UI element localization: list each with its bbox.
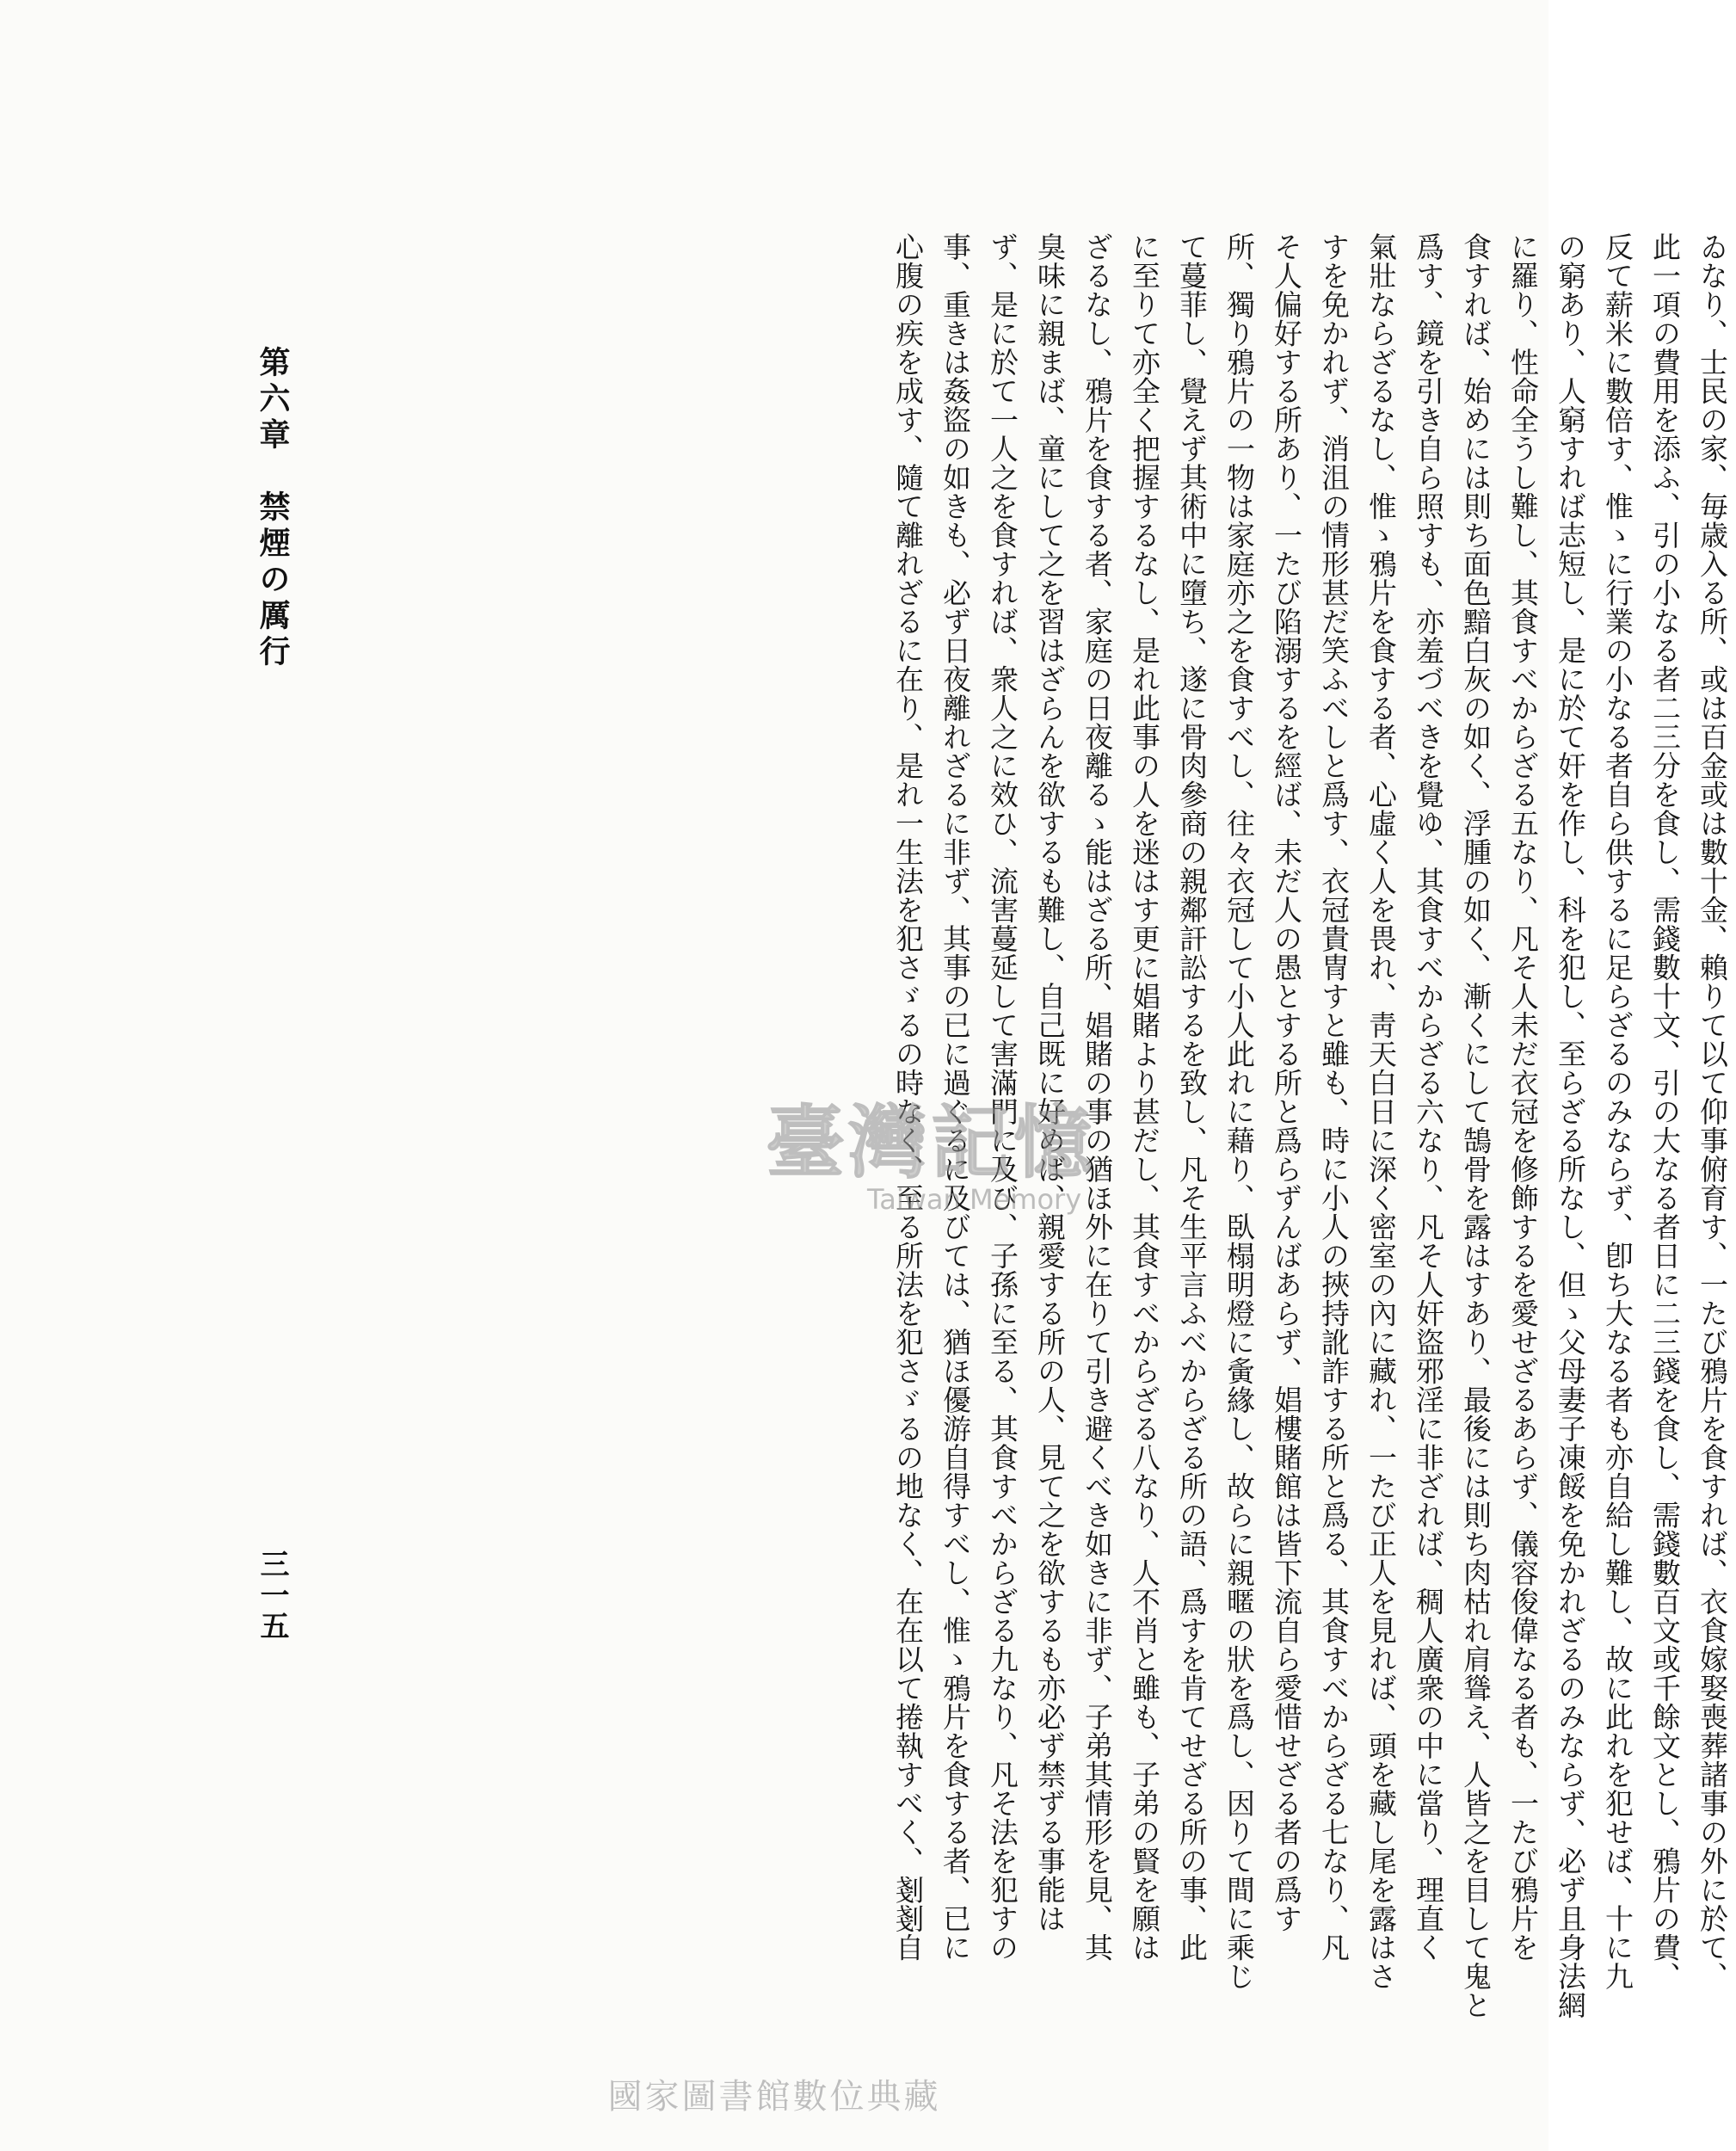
text-column: ず、是に於て一人之を食すれば、衆人之に效ひ、流害蔓延して害滿門に及び、子孫に至る、其食すべからざる九なり、凡そ法を犯すの xyxy=(986,232,1019,1962)
text-column: そ人偏好する所あり、一たび陷溺するを經ば、未だ人の愚とする所と爲らずんばあらず、娼樓賭館は皆下流自ら愛惜せざる者の爲す xyxy=(1270,232,1303,1933)
main-text-block xyxy=(317,232,1736,2019)
footer-source: 國家圖書館數位典藏 xyxy=(607,2077,941,2117)
page-number: 三一五 xyxy=(255,1549,289,1642)
text-column: 食すれば、始めには則ち面色黯白灰の如く、浮腫の如く、漸くにして鵠骨を露はすあり、最後には則ち肉枯れ肩聳え、人皆之を目して鬼と xyxy=(1459,232,1493,2019)
text-column: 事、重きは姦盜の如きも、必ず日夜離れざるに非ず、其事の已に過ぐるに及びては、猶ほ優游自得すべし、惟ゝ鴉片を食する者、已に xyxy=(939,232,972,1962)
text-column: 所、獨り鴉片の一物は家庭亦之を食すべし、往々衣冠して小人此れに藉り、臥榻明燈に夤緣し、故らに親暱の狀を爲し、因りて間に乘じ xyxy=(1222,232,1256,1991)
text-column: に至りて亦全く把握するなし、是れ此事の人を迷はす更に娼賭より甚だし、其食すべからざる八なり、人不肖と雖も、子弟の賢を願は xyxy=(1128,232,1161,1962)
text-column: ゐなり、士民の家、毎歳入る所、或は百金或は數十金、賴りて以て仰事俯育す、一たび鴉片を食すれば、衣食嫁娶喪葬諸事の外に於て、 xyxy=(1696,232,1729,1991)
text-column: 臭味に親まば、童にして之を習はざらんを欲するも難し、自己既に好めば、親愛する所の人、見て之を欲するも亦必ず禁ずる事能は xyxy=(1033,232,1067,1933)
text-column: 心腹の疾を成す、隨て離れざるに在り、是れ一生法を犯さゞるの時なく、至る所法を犯さゞるの地なく、在在以て捲執すべく、剗剗自 xyxy=(891,232,925,1962)
text-column: て蔓菲し、覺えず其術中に墮ち、遂に骨肉參商の親鄰訐訟するを致し、凡そ生平言ふべからざる所の語、爲すを肯てせざる所の事、此 xyxy=(1175,232,1209,1962)
watermark xyxy=(766,1080,1127,1226)
text-column: に羅り、性命全うし難し、其食すべからざる五なり、凡そ人未だ衣冠を修飾するを愛せざるあらず、儀容俊偉なる者も、一たび鴉片を xyxy=(1506,232,1540,1962)
text-column: 氣壯ならざるなし、惟ゝ鴉片を食する者、心虛く人を畏れ、靑天白日に深く密室の內に藏れ、一たび正人を見れば、頭を藏し尾を露はさ xyxy=(1364,232,1398,1991)
text-column: 反て薪米に數倍す、惟ゝに行業の小なる者自ら供するに足らざるのみならず、卽ち大なる者も亦自給し難し、故に此れを犯せば、十に九 xyxy=(1601,232,1634,1991)
watermark-logo: 臺灣記憶 xyxy=(766,1096,1097,1189)
text-column: 此一項の費用を添ふ、引の小なる者二三分を食し、需錢數十文、引の大なる者日に二三錢を食し、需錢數百文或千餘文とし、鴉片の費、 xyxy=(1648,232,1682,1991)
text-column: 爲す、鏡を引き自ら照すも、亦羞づべきを覺ゆ、其食すべからざる六なり、凡そ人奸盜邪淫に非ざれば、稠人廣衆の中に當り、理直く xyxy=(1412,232,1445,1962)
text-column: の窮あり、人窮すれば志短し、是に於て奸を作し、科を犯し、至らざる所なし、但ゝ父母妻子凍餒を免かれざるのみならず、必ず且身法網 xyxy=(1554,232,1587,2019)
running-head: 第六章 禁煙の厲行 xyxy=(255,346,291,671)
text-column: ざるなし、鴉片を食する者、家庭の日夜離るゝ能はざる所、娼賭の事の猶ほ外に在りて引き避くべき如きに非ず、子弟其情形を見、其 xyxy=(1080,232,1114,1962)
watermark-subtitle: Taiwan Memory xyxy=(867,1183,1082,1216)
text-column: すを免かれず、消沮の情形甚だ笑ふべしと爲す、衣冠貴冑すと雖も、時に小人の挾持訛詐する所と爲る、其食すべからざる七なり、凡 xyxy=(1317,232,1351,1962)
